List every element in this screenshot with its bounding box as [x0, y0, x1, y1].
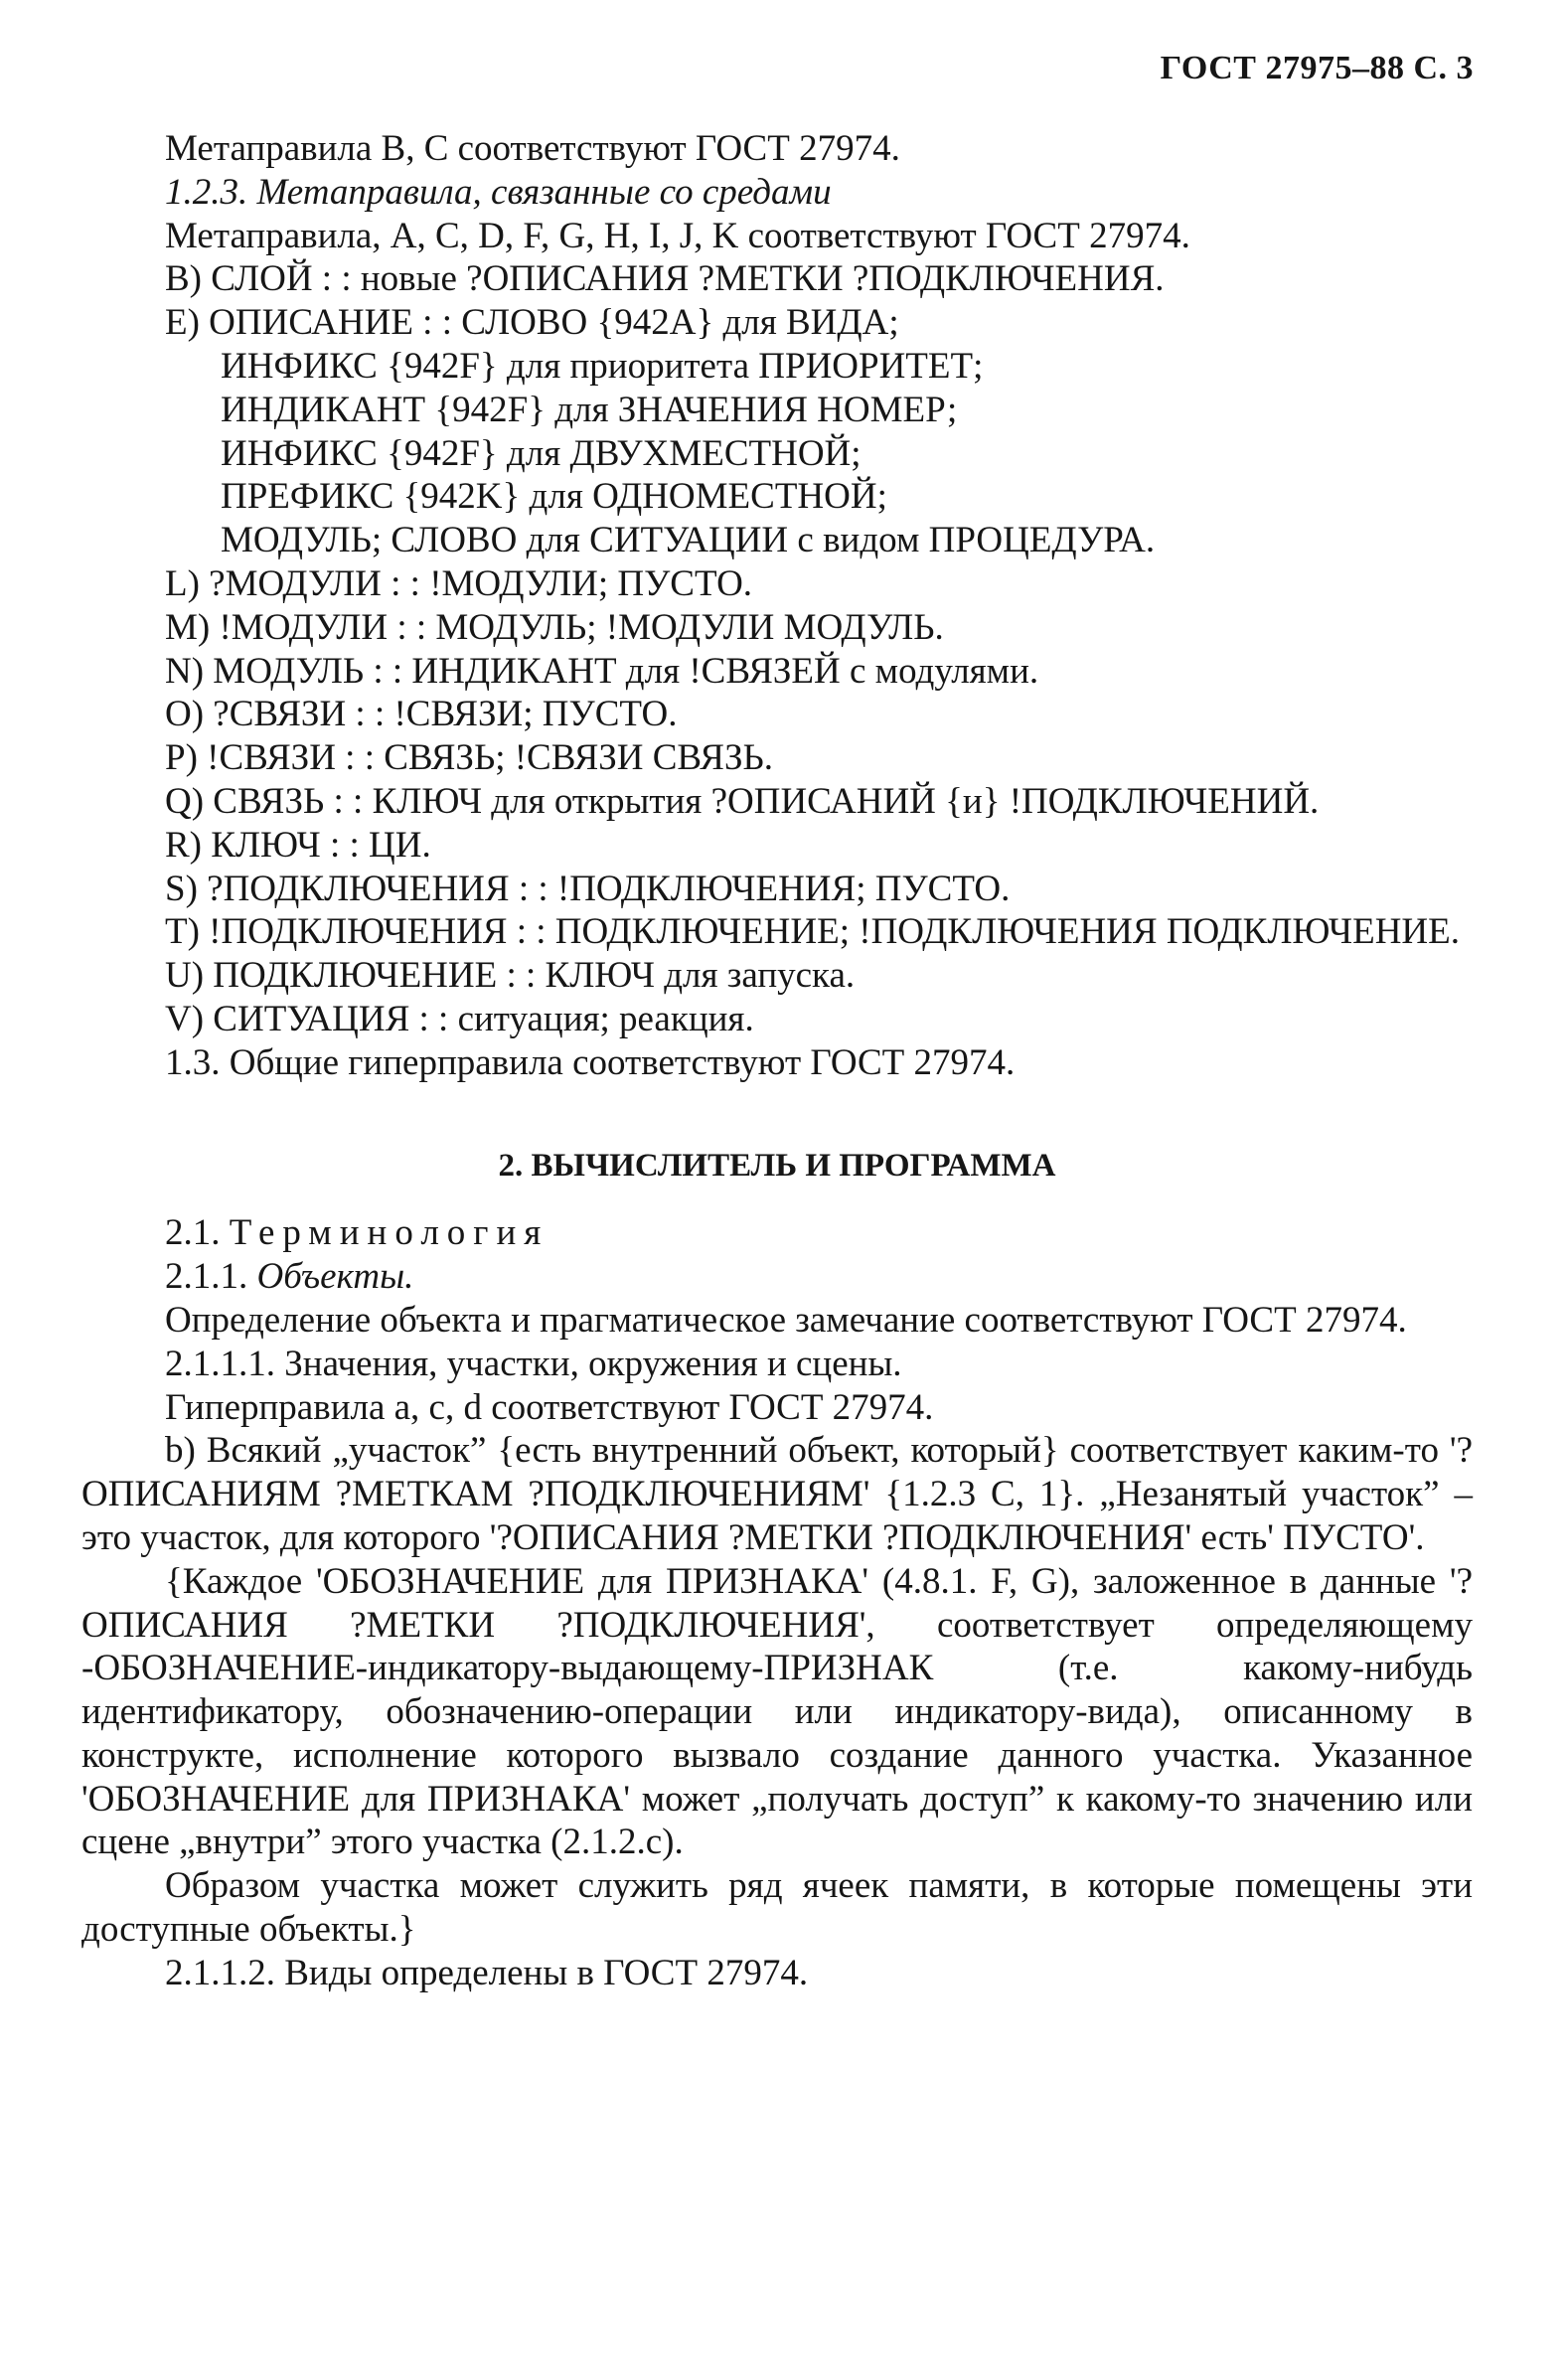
- rule-e-line: ИНФИКС {942F} для ДВУХМЕСТНОЙ;: [221, 432, 862, 474]
- paragraph-1-3: 1.3. Общие гиперправила соответствуют ГОСТ 27974.: [165, 1041, 1016, 1083]
- paragraph-2-1-1-2: 2.1.1.2. Виды определены в ГОСТ 27974.: [165, 1952, 809, 1993]
- paragraph-metarules-list: Метаправила, A, C, D, F, G, H, I, J, K соответствуют ГОСТ 27974.: [165, 215, 1190, 256]
- subsection-number: 2.1.: [165, 1212, 230, 1254]
- rule-l: L) ?МОДУЛИ : : !МОДУЛИ; ПУСТО.: [165, 562, 753, 604]
- subsection-number: 1.2.3.: [165, 171, 257, 213]
- subsection-title: Объекты.: [256, 1256, 414, 1298]
- section-2-title: 2. ВЫЧИСЛИТЕЛЬ И ПРОГРАММА: [498, 1147, 1056, 1184]
- paragraph-each-designation: {Каждое 'ОБОЗНАЧЕНИЕ для ПРИЗНАКА' (4.8.1. F, G), заложенное в данные '?ОПИСАНИЯ ?МЕТКИ ?ПОДКЛЮЧЕНИЯ', соответствует определяющему -ОБОЗНАЧЕНИЕ-индикатору-выдающему-ПРИЗНАК (т.е. какому-нибудь идентификатору, обозначению-операции или индикатору-вида), описанному в конструкте, исполнение которого вызвало создание данного участка. Указанное 'ОБОЗНАЧЕНИЕ для ПРИЗНАКА' может „получать доступ” к какому-то значению или сцене „внутри” этого участка (2.1.2.c).: [81, 1560, 1473, 1863]
- rule-b: B) СЛОЙ : : новые ?ОПИСАНИЯ ?МЕТКИ ?ПОДКЛЮЧЕНИЯ.: [165, 258, 1165, 300]
- rule-p: P) !СВЯЗИ : : СВЯЗЬ; !СВЯЗИ СВЯЗЬ.: [165, 737, 773, 779]
- rule-e: E) ОПИСАНИЕ : : СЛОВО {942A} для ВИДА;: [165, 302, 899, 344]
- paragraph-2-1-1-1: 2.1.1.1. Значения, участки, окружения и сцены.: [165, 1343, 902, 1384]
- subsection-number: 2.1.1.: [165, 1256, 257, 1298]
- rule-v: V) СИТУАЦИЯ : : ситуация; реакция.: [165, 998, 754, 1039]
- paragraph-object-definition: Определение объекта и прагматическое замечание соответствуют ГОСТ 27974.: [165, 1299, 1407, 1341]
- page-content: [81, 127, 1473, 1995]
- rule-m: M) !МОДУЛИ : : МОДУЛЬ; !МОДУЛИ МОДУЛЬ.: [165, 606, 944, 648]
- paragraph-hyperrules: Гиперправила a, c, d соответствуют ГОСТ 27974.: [165, 1386, 934, 1428]
- running-header: ГОСТ 27975–88 С. 3: [1160, 50, 1474, 86]
- subsection-title: Терминология: [229, 1212, 549, 1254]
- rule-n: N) МОДУЛЬ : : ИНДИКАНТ для !СВЯЗЕЙ с модулями.: [165, 650, 1039, 692]
- rule-o: O) ?СВЯЗИ : : !СВЯЗИ; ПУСТО.: [165, 694, 678, 735]
- rule-t: T) !ПОДКЛЮЧЕНИЯ : : ПОДКЛЮЧЕНИЕ; !ПОДКЛЮЧЕНИЯ ПОДКЛЮЧЕНИЕ.: [165, 911, 1460, 953]
- rule-e-line: ИНФИКС {942F} для приоритета ПРИОРИТЕТ;: [221, 345, 984, 387]
- rule-r: R) КЛЮЧ : : ЦИ.: [165, 824, 431, 866]
- rule-q: Q) СВЯЗЬ : : КЛЮЧ для открытия ?ОПИСАНИЙ {и} !ПОДКЛЮЧЕНИЙ.: [165, 780, 1320, 822]
- paragraph-memory-image: Образом участка может служить ряд ячеек памяти, в которые помещены эти доступные объекты.}: [81, 1865, 1473, 1951]
- rule-e-line: ПРЕФИКС {942K} для ОДНОМЕСТНОЙ;: [221, 476, 887, 518]
- subsection-2-1-heading: [81, 1211, 1473, 1255]
- subsection-2-1-1-heading: [81, 1255, 1473, 1299]
- paragraph-hyperrule-b: b) Всякий „участок” {есть внутренний объект, который} соответствует каким-то '?ОПИСАНИЯМ ?МЕТКАМ ?ПОДКЛЮЧЕНИЯМ' {1.2.3 C, 1}. „Незанятый участок” – это участок, для которого '?ОПИСАНИЯ ?МЕТКИ ?ПОДКЛЮЧЕНИЯ' есть' ПУСТО'.: [81, 1430, 1473, 1558]
- rule-s: S) ?ПОДКЛЮЧЕНИЯ : : !ПОДКЛЮЧЕНИЯ; ПУСТО.: [165, 868, 1011, 909]
- rule-e-line: МОДУЛЬ; СЛОВО для СИТУАЦИИ с видом ПРОЦЕДУРА.: [221, 520, 1156, 561]
- rule-e-line: ИНДИКАНТ {942F} для ЗНАЧЕНИЯ НОМЕР;: [221, 389, 958, 430]
- subsection-1-2-3-heading: [81, 171, 1473, 215]
- rule-u: U) ПОДКЛЮЧЕНИЕ : : КЛЮЧ для запуска.: [165, 955, 856, 997]
- subsection-title: Метаправила, связанные со средами: [256, 171, 832, 213]
- paragraph-metarules-bc: Метаправила B, C соответствуют ГОСТ 27974.: [165, 128, 900, 169]
